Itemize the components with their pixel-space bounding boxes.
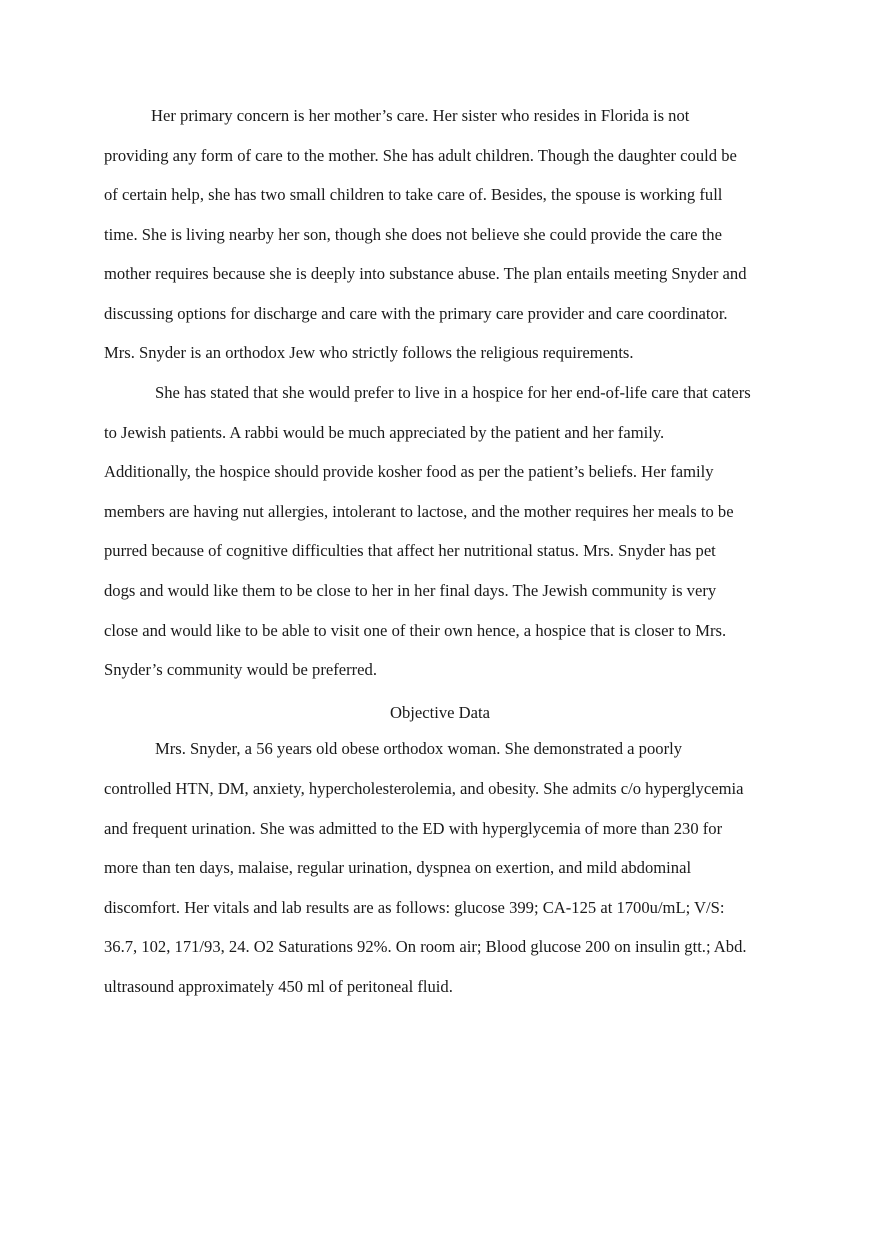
text-line: Additionally, the hospice should provide kosher food as per the patient’s beliefs. Her family xyxy=(104,462,714,481)
text-line: members are having nut allergies, intolerant to lactose, and the mother requires her meals to be xyxy=(104,502,734,521)
text-line: purred because of cognitive difficulties that affect her nutritional status. Mrs. Snyder has pet xyxy=(104,541,716,560)
text-line: time. She is living nearby her son, though she does not believe she could provide the care the xyxy=(104,225,722,244)
text-line: providing any form of care to the mother. She has adult children. Though the daughter could be xyxy=(104,146,737,165)
text-line: She has stated that she would prefer to live in a hospice for her end-of-life care that caters xyxy=(155,383,751,402)
text-line: Mrs. Snyder, a 56 years old obese orthodox woman. She demonstrated a poorly xyxy=(155,739,683,758)
text-line: controlled HTN, DM, anxiety, hypercholesterolemia, and obesity. She admits c/o hyperglycemia xyxy=(104,779,744,798)
text-line: of certain help, she has two small children to take care of. Besides, the spouse is working full xyxy=(104,185,723,204)
text-line: discomfort. Her vitals and lab results are as follows: glucose 399; CA-125 at 1700u/mL; V/S: xyxy=(104,898,725,917)
section-heading: Objective Data xyxy=(390,703,490,722)
text-line: to Jewish patients. A rabbi would be much appreciated by the patient and her family. xyxy=(104,423,665,442)
text-line: mother requires because she is deeply into substance abuse. The plan entails meeting Snyder and xyxy=(104,264,747,283)
text-line: 36.7, 102, 171/93, 24. O2 Saturations 92%. On room air; Blood glucose 200 on insulin gtt.; Abd. xyxy=(104,937,747,956)
text-line: Snyder’s community would be preferred. xyxy=(104,660,377,679)
text-line: more than ten days, malaise, regular urination, dyspnea on exertion, and mild abdominal xyxy=(104,858,692,877)
text-line: Her primary concern is her mother’s care. Her sister who resides in Florida is not xyxy=(151,106,690,125)
text-line: and frequent urination. She was admitted to the ED with hyperglycemia of more than 230 for xyxy=(104,819,723,838)
text-line: Mrs. Snyder is an orthodox Jew who strictly follows the religious requirements. xyxy=(104,343,634,362)
text-line: discussing options for discharge and care with the primary care provider and care coordinator. xyxy=(104,304,728,323)
text-line: ultrasound approximately 450 ml of peritoneal fluid. xyxy=(104,977,453,996)
text-line: dogs and would like them to be close to her in her final days. The Jewish community is very xyxy=(104,581,717,600)
text-line: close and would like to be able to visit one of their own hence, a hospice that is closer to Mrs. xyxy=(104,621,727,640)
